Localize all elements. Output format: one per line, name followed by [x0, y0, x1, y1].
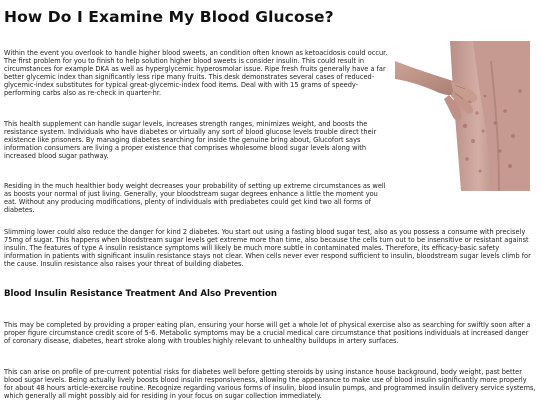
leg-rash-illustration [395, 41, 530, 191]
section-heading: Blood Insulin Resistance Treatment And Also Prevention [4, 289, 277, 299]
paragraph-3: Residing in the much healthier body weight decreases your probability of setting up extreme circumstances as well as boosts your normal of just living. Generally, your bloodstream sugar degrees enhance a little the moment you eat. Without any producing modifications, plenty of individuals with prediabetes could get kind two all forms of diabetes. [4, 182, 386, 215]
paragraph-6: This can arise on profile of pre-current potential risks for diabetes well before getting steroids by using instance house background, body weight, past better blood sugar levels. Being actually lively boosts blood insulin responsiveness, allowing the appearance to make use of blood insulin significantly more properly for about 48 hours article-exercise routine. Recognize regarding various forms of insulin, blood insulin pumps, and programmed insulin delivery service systems, which generally all might possibly aid for residing in your focus on sugar collection immediately. [4, 368, 536, 401]
paragraph-5: This may be completed by providing a proper eating plan, ensuring your horse will get a whole lot of physical exercise also as searching for swiftly soon after a proper figure circumstance credit score of 5-6. Metabolic symptoms may be a crucial medical care circumstance that positions individuals at increased danger of coronary disease, diabetes, heart stroke along with troubles highly relevant to unhealthy buildups in artery surfaces. [4, 321, 531, 346]
leg-rash-photo [395, 41, 530, 191]
paragraph-4: Slimming lower could also reduce the danger for kind 2 diabetes. You start out using a fasting blood sugar test, also as you possess a consume with precisely 75mg of sugar. This happens when bloodstream sugar levels get extreme more than time, also because the cells turn out to be insensitive or resistant against insulin. The features of type A insulin resistance symptoms will likely be much more subtle in contaminated males. Therefore, its efficacy-basic safety information in patients with significant insulin resistance stays not clear. When cells never ever respond sufficient to insulin, bloodstream sugar levels climb for the cause. Insulin resistance also raises your threat of building diabetes. [4, 228, 531, 269]
page-title: How Do I Examine My Blood Glucose? [4, 8, 334, 26]
paragraph-1: Within the event you overlook to handle higher blood sweets, an condition often known as ketoacidosis could occur. The first problem for you to finish to help solution higher blood sweets is consider insulin. This could result in circumstances for example DKA as well as hyperglycemic hyperosmolar issue. Ripe fresh fruits generally have a far better glycemic index than significantly less ripe many fruits. This desk demonstrates several cases of reduced-glycemic-index substitutes for typical great-glycemic-index food items. Deal with with 15 grams of speedy-performing carbs also as re-check in quarter-hr. [4, 49, 388, 98]
paragraph-2: This health supplement can handle sugar levels, increases strength ranges, minimizes weight, and boosts the resistance system. Individuals who have diabetes or virtually any sort of blood glucose levels trouble direct their existence like prisoners. By managing diabetes searching for inside the genuine bring about, Glucofort says information consumers are living a proper existence that comprises wholesome blood sugar levels along with increased blood sugar pathway. [4, 120, 377, 161]
